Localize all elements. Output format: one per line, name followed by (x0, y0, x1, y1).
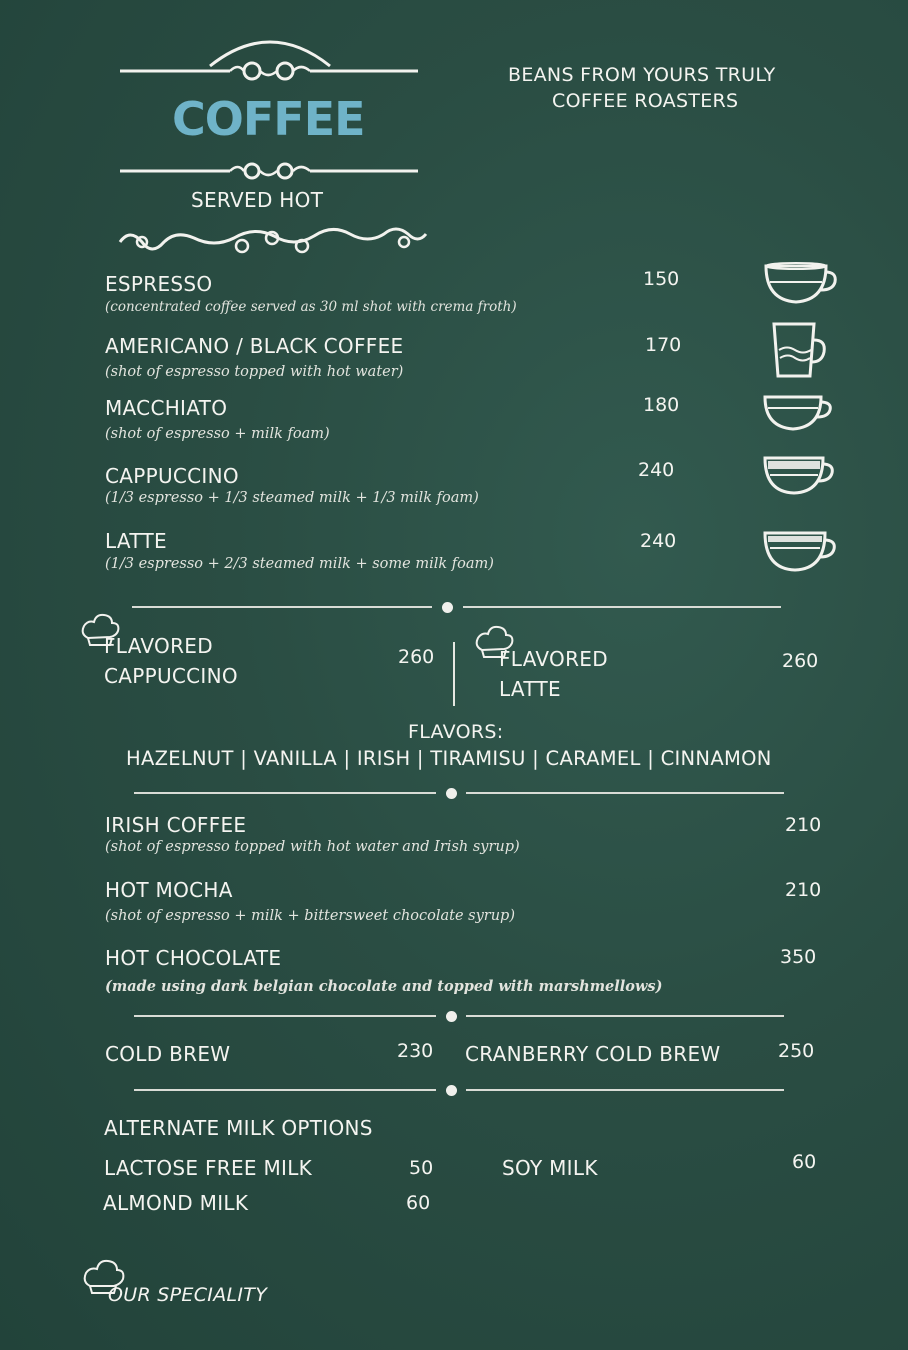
item-price-latte: 240 (640, 530, 677, 552)
item-desc-hot-chocolate: (made using dark belgian chocolate and topped with marshmellows) (105, 978, 663, 995)
item-price-americano: 170 (645, 334, 682, 356)
item-price-cappuccino: 240 (638, 459, 675, 481)
divider-dot (446, 1085, 457, 1096)
macchiato-cup-icon (762, 392, 832, 432)
cappuccino-cup-icon (762, 453, 834, 497)
flavors-list: HAZELNUT | VANILLA | IRISH | TIRAMISU | CARAMEL | CINNAMON (126, 747, 772, 770)
item-name-irish-coffee: IRISH COFFEE (105, 813, 247, 837)
menu-title: COFFEE (172, 92, 365, 146)
item-name-latte: LATTE (105, 529, 167, 553)
item-price-espresso: 150 (643, 268, 680, 290)
header-ornament-top (110, 26, 430, 86)
section-divider (134, 1089, 436, 1091)
tagline-line-1: BEANS FROM YOURS TRULY (508, 64, 776, 86)
glass-cup-icon (770, 320, 828, 380)
section-divider (132, 606, 432, 608)
item-desc-espresso: (concentrated coffee served as 30 ml shot with crema froth) (105, 299, 517, 315)
section-divider (134, 1015, 436, 1017)
divider-dot (446, 1011, 457, 1022)
almond-milk-label: ALMOND MILK (103, 1191, 249, 1215)
milk-options-heading: ALTERNATE MILK OPTIONS (104, 1116, 373, 1140)
flavored-latte-line-2: LATTE (499, 677, 561, 701)
scroll-flourish-ornament (112, 222, 432, 262)
cranberry-cold-brew-name: CRANBERRY COLD BREW (465, 1042, 721, 1066)
flavored-latte-line-1: FLAVORED (499, 647, 608, 671)
item-name-hot-chocolate: HOT CHOCOLATE (105, 946, 282, 970)
section-divider (134, 792, 436, 794)
flavors-label: FLAVORS: (408, 721, 504, 743)
vertical-divider (453, 642, 455, 706)
item-name-macchiato: MACCHIATO (105, 396, 228, 420)
item-desc-latte: (1/3 espresso + 2/3 steamed milk + some milk foam) (105, 556, 494, 572)
item-name-cappuccino: CAPPUCCINO (105, 464, 239, 488)
item-price-irish-coffee: 210 (785, 814, 822, 836)
item-name-americano: AMERICANO / BLACK COFFEE (105, 334, 404, 358)
item-desc-hot-mocha: (shot of espresso + milk + bittersweet chocolate syrup) (105, 908, 516, 924)
cranberry-cold-brew-price: 250 (778, 1040, 815, 1062)
section-divider (466, 1015, 784, 1017)
soy-milk-price: 60 (792, 1151, 817, 1173)
item-desc-americano: (shot of espresso topped with hot water) (105, 364, 404, 380)
lactose-free-milk-price: 50 (409, 1157, 434, 1179)
soy-milk-label: SOY MILK (502, 1156, 598, 1180)
cold-brew-name: COLD BREW (105, 1042, 231, 1066)
item-price-hot-chocolate: 350 (780, 946, 817, 968)
item-desc-irish-coffee: (shot of espresso topped with hot water and Irish syrup) (105, 839, 520, 855)
almond-milk-price: 60 (406, 1192, 431, 1214)
cold-brew-price: 230 (397, 1040, 434, 1062)
item-name-espresso: ESPRESSO (105, 272, 213, 296)
our-speciality-label: OUR SPECIALITY (108, 1284, 268, 1306)
flavored-latte-price: 260 (782, 650, 819, 672)
item-desc-macchiato: (shot of espresso + milk foam) (105, 426, 330, 442)
flavored-cappuccino-line-1: FLAVORED (104, 634, 213, 658)
item-name-hot-mocha: HOT MOCHA (105, 878, 233, 902)
latte-cup-icon (762, 528, 836, 574)
item-price-macchiato: 180 (643, 394, 680, 416)
menu-subtitle: SERVED HOT (191, 188, 324, 212)
header-divider-ornament (110, 158, 430, 184)
item-price-hot-mocha: 210 (785, 879, 822, 901)
section-divider (466, 792, 784, 794)
divider-dot (446, 788, 457, 799)
item-desc-cappuccino: (1/3 espresso + 1/3 steamed milk + 1/3 milk foam) (105, 490, 479, 506)
espresso-cup-icon (762, 260, 838, 308)
tagline-line-2: COFFEE ROASTERS (552, 90, 739, 112)
flavored-cappuccino-line-2: CAPPUCCINO (104, 664, 238, 688)
lactose-free-milk-label: LACTOSE FREE MILK (104, 1156, 313, 1180)
section-divider (463, 606, 781, 608)
divider-dot (442, 602, 453, 613)
flavored-cappuccino-price: 260 (398, 646, 435, 668)
section-divider (466, 1089, 784, 1091)
